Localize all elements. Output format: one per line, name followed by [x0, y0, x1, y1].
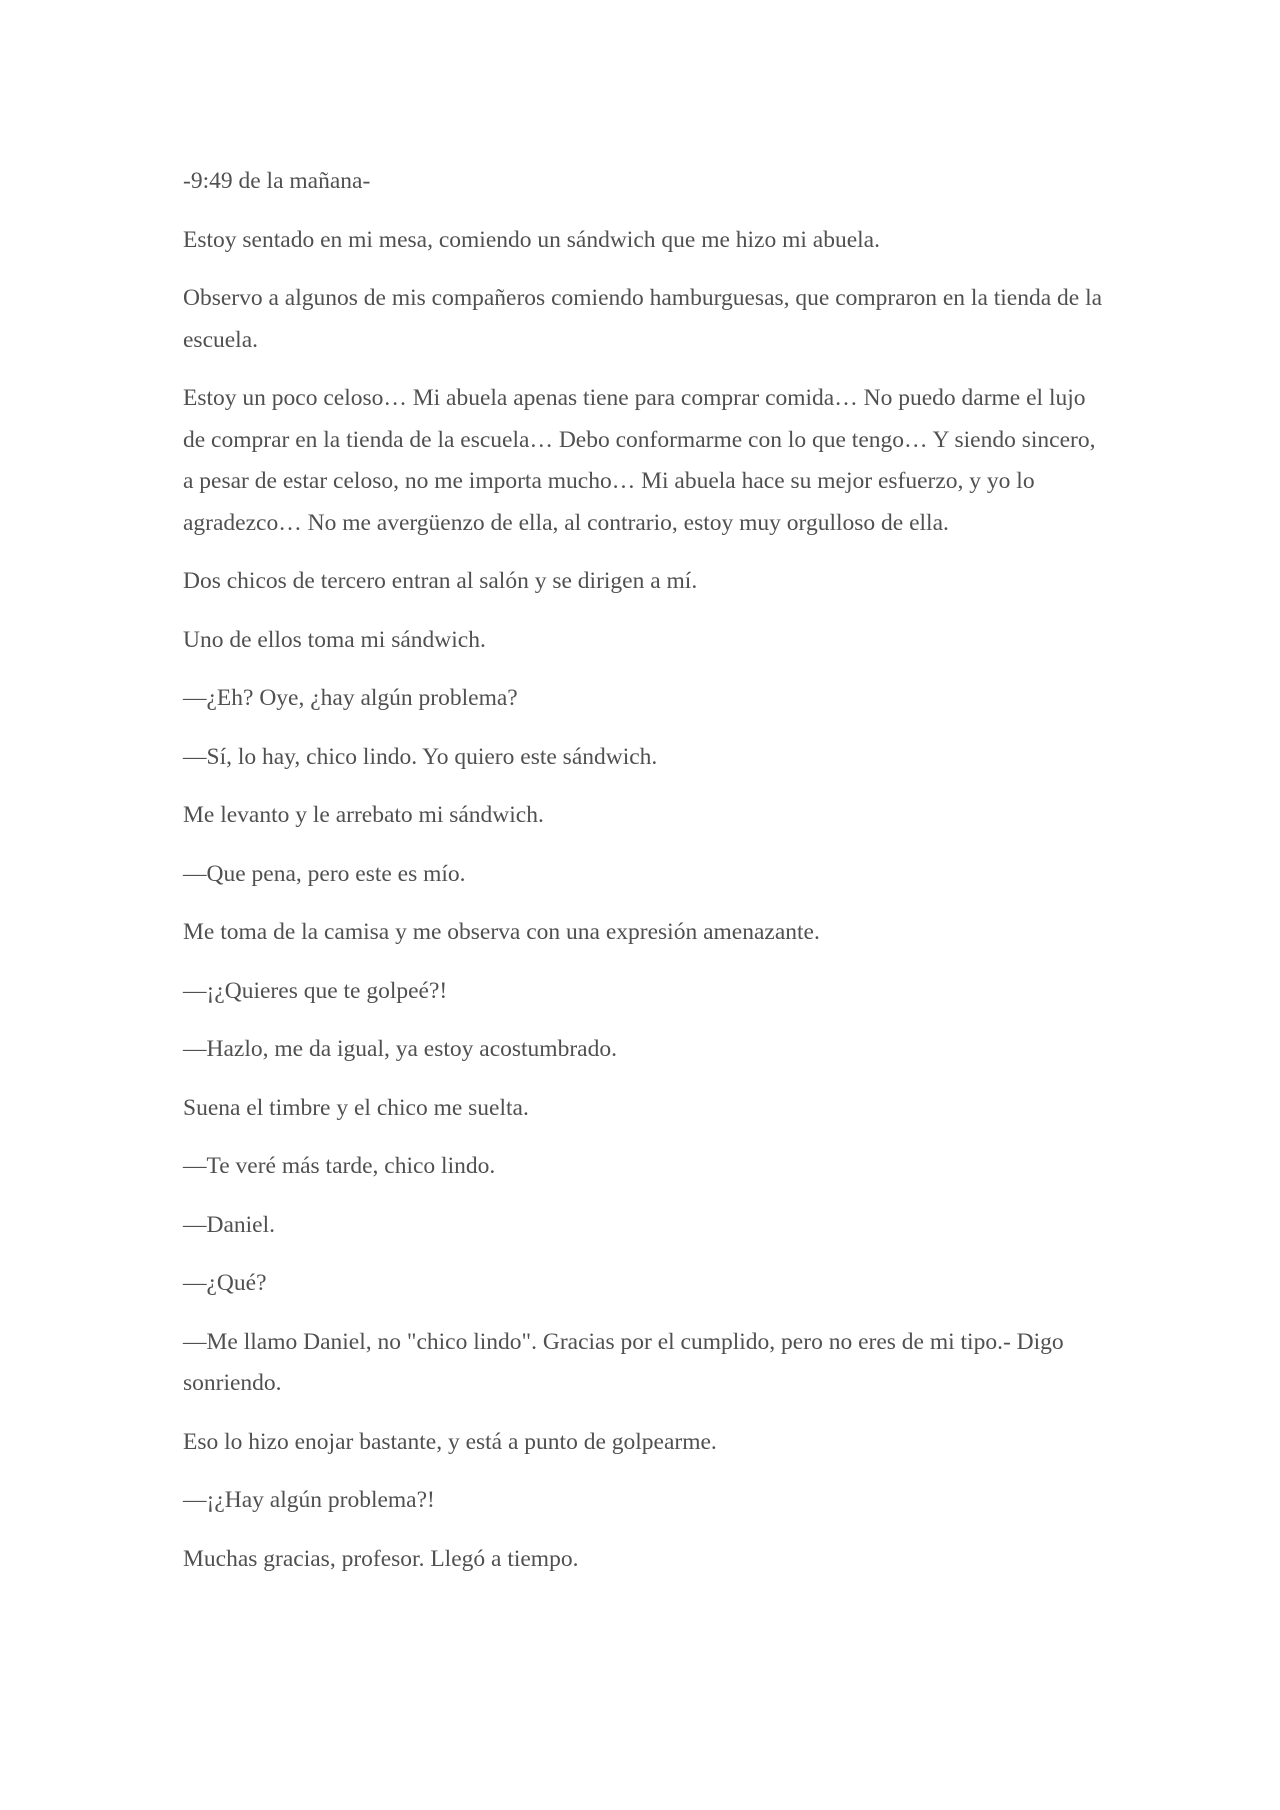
dialogue-line: —¿Eh? Oye, ¿hay algún problema? [183, 685, 518, 711]
dialogue-line: —Daniel. [183, 1211, 276, 1238]
dialogue-line: —Me llamo Daniel, no "chico lindo". Gracias por el cumplido, pero no eres de mi tipo.- Digo sonriendo. [183, 1328, 1064, 1396]
dialogue-line: —Sí, lo hay, chico lindo. Yo quiero este sándwich. [183, 743, 658, 770]
dialogue-line: —Te veré más tarde, chico lindo. [183, 1153, 496, 1179]
paragraph: Suena el timbre y el chico me suelta. [183, 1094, 529, 1121]
paragraph: Observo a algunos de mis compañeros comiendo hamburguesas, que compraron en la tienda de la escuela. [183, 285, 1103, 353]
dialogue-line: —¡¿Hay algún problema?! [183, 1487, 435, 1513]
paragraph: Dos chicos de tercero entran al salón y se dirigen a mí. [183, 568, 698, 594]
paragraph-time-heading: -9:49 de la mañana- [183, 168, 371, 194]
dialogue-line: —¿Qué? [183, 1270, 267, 1296]
dialogue-line: —¡¿Quieres que te golpeé?! [183, 977, 448, 1004]
document-body [183, 161, 1103, 1597]
paragraph: Uno de ellos toma mi sándwich. [183, 626, 486, 653]
dialogue-line: —Que pena, pero este es mío. [183, 860, 466, 887]
paragraph: Me levanto y le arrebato mi sándwich. [183, 802, 544, 828]
paragraph: Estoy un poco celoso… Mi abuela apenas tiene para comprar comida… No puedo darme el lujo de comprar en la tienda de la escuela… Debo conformarme con lo que tengo… Y siendo sincero, a pesar de estar celoso, no me importa mucho… Mi abuela hace su mejor esfuerzo, y yo lo agradezco… No me avergüenzo de ella, al contrario, estoy muy orgulloso de ella. [183, 385, 1096, 536]
dialogue-line: —Hazlo, me da igual, ya estoy acostumbrado. [183, 1036, 617, 1062]
paragraph: Eso lo hizo enojar bastante, y está a punto de golpearme. [183, 1428, 717, 1455]
paragraph: Me toma de la camisa y me observa con una expresión amenazante. [183, 919, 820, 945]
paragraph: Estoy sentado en mi mesa, comiendo un sándwich que me hizo mi abuela. [183, 226, 880, 253]
paragraph: Muchas gracias, profesor. Llegó a tiempo. [183, 1545, 579, 1572]
